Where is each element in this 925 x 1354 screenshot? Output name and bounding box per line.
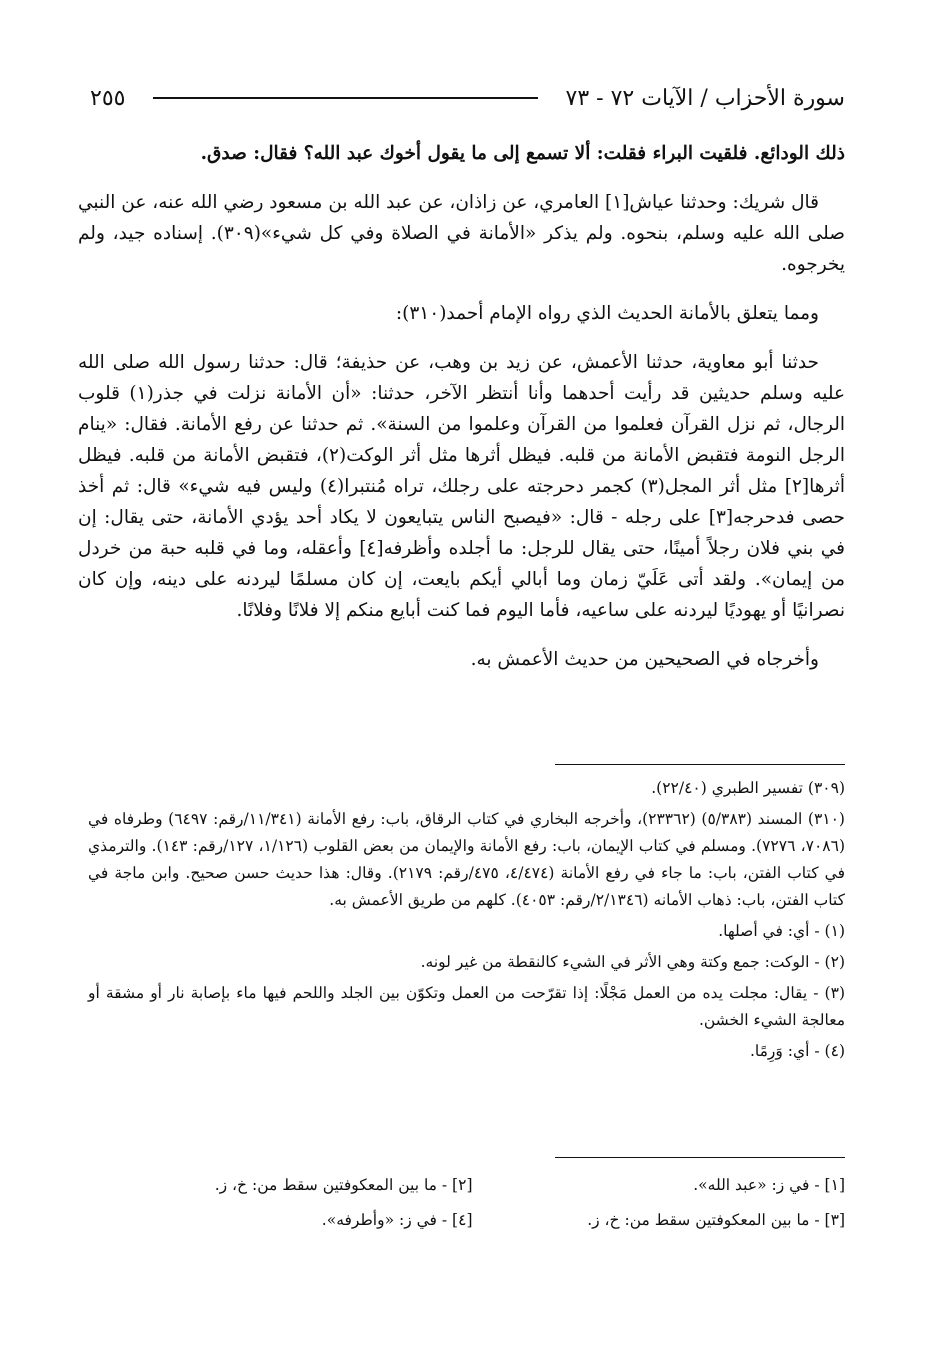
footnote-separator bbox=[555, 764, 845, 765]
paragraph-2: قال شريك: وحدثنا عياش[١] العامري، عن زاذان، عن عبد الله بن مسعود رضي الله عنه، عن النبي صلى الله عليه وسلم، بنحوه. ولم يذكر «الأمانة في الصلاة وفي كل شيء»(٣٠٩). إسناده جيد، ولم يخرجوه. bbox=[78, 192, 845, 275]
variant-1: [١] - في ز: «عبد الله». bbox=[693, 1176, 845, 1194]
footnote-2: (٢) - الوكت: جمع وكتة وهي الأثر في الشيء كالنقطة من غير لونه. bbox=[420, 953, 845, 971]
footnote-1: (١) - أي: في أصلها. bbox=[718, 922, 845, 940]
footnotes bbox=[88, 775, 845, 1069]
paragraph-1: ذلك الودائع. فلقيت البراء فقلت: ألا تسمع إلى ما يقول أخوك عبد الله؟ فقال: صدق. bbox=[200, 143, 845, 164]
variants-separator bbox=[555, 1157, 845, 1158]
footnote-4: (٤) - أي: وَرِمًا. bbox=[749, 1042, 845, 1060]
paragraph-5: وأخرجاه في الصحيحين من حديث الأعمش به. bbox=[470, 649, 819, 670]
page-number: ٢٥٥ bbox=[90, 85, 126, 111]
footnote-3: (٣) - يقال: مجلت يده من العمل مَجْلًا: إذا تقرّحت من العمل وتكوّن بين الجلد واللحم فيها ماء بإصابة نار أو مشقة أو معالجة الشيء الخشن. bbox=[88, 984, 845, 1029]
variant-3: [٣] - ما بين المعكوفتين سقط من: خ، ز. bbox=[587, 1211, 845, 1229]
main-text bbox=[78, 138, 845, 693]
variant-4: [٤] - في ز: «وأطرفه». bbox=[321, 1211, 473, 1229]
chapter-title: سورة الأحزاب / الآيات ٧٢ - ٧٣ bbox=[565, 85, 845, 111]
variant-2: [٢] - ما بين المعكوفتين سقط من: خ، ز. bbox=[214, 1176, 473, 1194]
header-rule bbox=[153, 97, 537, 99]
paragraph-4: حدثنا أبو معاوية، حدثنا الأعمش، عن زيد بن وهب، عن حذيفة؛ قال: حدثنا رسول الله صلى الله عليه وسلم حديثين قد رأيت أحدهما وأنا أنتظر الآخر، حدثنا: «أن الأمانة نزلت في جذر(١) قلوب الرجال، ثم نزل القرآن فعلموا من القرآن وعلموا من السنة». ثم حدثنا عن رفع الأمانة. فقال: «ينام الرجل النومة فتقبض الأمانة من قلبه. فيظل أثرها مثل أثر الوكت(٢)، فتقبض الأمانة من قلبه. فيظل أثرها[٢] مثل أثر المجل(٣) كجمر دحرجته على رجلك، تراه مُنتبرا(٤) وليس فيه شيء» قال: ثم أخذ حصى فدحرجه[٣] على رجله - قال: «فيصبح الناس يتبايعون لا يكاد أحد يؤدي الأمانة، حتى يقال: إن في بني فلان رجلاً أمينًا، حتى يقال للرجل: ما أجلده وأظرفه[٤] وأعقله، وما في قلبه حبة من خردل من إيمان». ولقد أتى عَلَيّ زمان وما أبالي أيكم بايعت، إن كان مسلمًا ليردنه على دينه، وإن كان نصرانيًا أو يهوديًا ليردنه على ساعيه، فأما اليوم فما كنت أبايع منكم إلا فلانًا وفلانًا. bbox=[78, 352, 845, 621]
paragraph-3: ومما يتعلق بالأمانة الحديث الذي رواه الإمام أحمد(٣١٠): bbox=[395, 303, 819, 324]
manuscript-variants bbox=[100, 1172, 845, 1234]
footnote-310: (٣١٠) المسند (٥/٣٨٣) (٢٣٣٦٢)، وأخرجه البخاري في كتاب الرقاق، باب: رفع الأمانة (١١/٣٤١/رقم: ٦٤٩٧) وطرفاه في (٧٠٨٦، ٧٢٧٦). ومسلم في كتاب الإيمان، باب: رفع الأمانة والإيمان من بعض القلوب (١/١٢٦، ١٢٧/رقم: ١٤٣). والترمذي في كتاب الفتن، باب: ما جاء في رفع الأمانة (٤/٤٧٤، ٤٧٥/رقم: ٢١٧٩). وقال: هذا حديث حسن صحيح. وابن ماجة في كتاب الفتن، باب: ذهاب الأمانه (٢/١٣٤٦/رقم: ٤٠٥٣). كلهم من طريق الأعمش به. bbox=[88, 810, 845, 909]
page-header bbox=[90, 78, 845, 118]
footnote-309: (٣٠٩) تفسير الطبري (٢٢/٤٠). bbox=[651, 779, 845, 797]
